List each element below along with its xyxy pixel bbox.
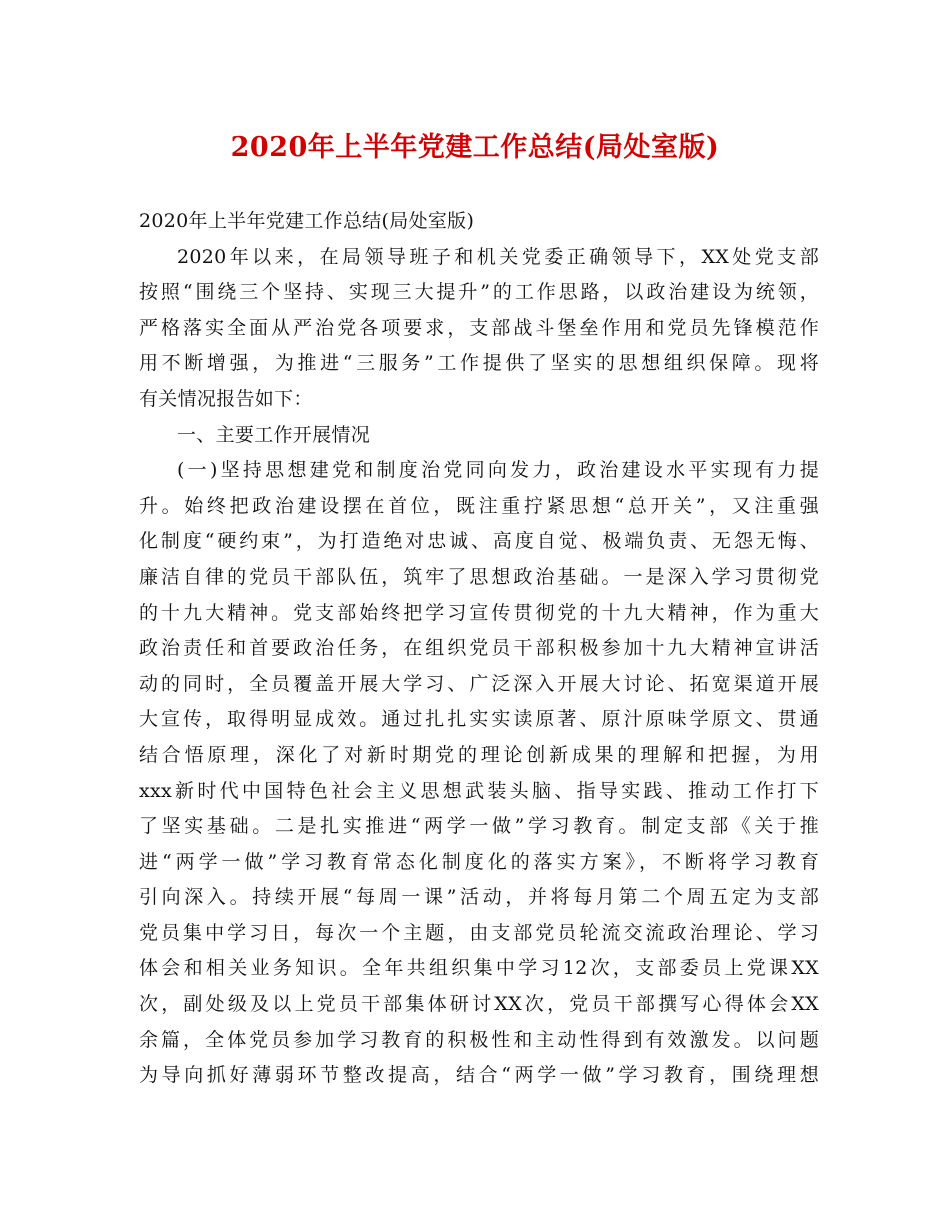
document-title: 2020年上半年党建工作总结(局处室版) (230, 132, 720, 163)
text-line: 2020年上半年党建工作总结(局处室版) (139, 210, 475, 232)
text-line: 的十九大精神。党支部始终把学习宣传贯彻党的十九大精神，作为重大 (139, 601, 819, 624)
text-line: 升。始终把政治建设摆在首位，既注重拧紧思想“总开关”，又注重强 (139, 494, 819, 517)
text-line: (一)坚持思想建党和制度治党同向发力，政治建设水平实现有力提 (177, 459, 819, 482)
text-line: xxx新时代中国特色社会主义思想武装头脑、指导实践、推动工作打下 (139, 779, 819, 802)
text-line: 党员集中学习日，每次一个主题，由支部党员轮流交流政治理论、学习 (139, 921, 819, 944)
text-line: 化制度“硬约束”，为打造绝对忠诚、高度自觉、极端负责、无怨无悔、 (139, 530, 819, 553)
text-line: 有关情况报告如下： (139, 387, 313, 410)
text-line: 了坚实基础。二是扎实推进“两学一做”学习教育。制定支部《关于推 (139, 815, 819, 838)
text-line: 为导向抓好薄弱环节整改提高，结合“两学一做”学习教育，围绕理想 (139, 1064, 819, 1087)
text-line: 大宣传，取得明显成效。通过扎扎实实读原著、原汁原味学原文、贯通 (139, 708, 819, 731)
text-line: 次，副处级及以上党员干部集体研讨XX次，党员干部撰写心得体会XX (139, 993, 819, 1016)
text-line: 结合悟原理，深化了对新时期党的理论创新成果的理解和把握，为用 (139, 743, 819, 766)
document-body (139, 204, 819, 1094)
text-line: 余篇，全体党员参加学习教育的积极性和主动性得到有效激发。以问题 (139, 1028, 819, 1051)
text-line: 动的同时，全员覆盖开展大学习、广泛深入开展大讨论、拓宽渠道开展 (139, 672, 819, 695)
text-line: 引向深入。持续开展“每周一课”活动，并将每月第二个周五定为支部 (139, 886, 819, 909)
text-line: 政治责任和首要政治任务，在组织党员干部积极参加十九大精神宣讲活 (139, 637, 819, 660)
text-line: 2020年以来，在局领导班子和机关党委正确领导下，XX处党支部 (177, 245, 819, 268)
text-line: 一、主要工作开展情况 (177, 423, 371, 446)
text-line: 廉洁自律的党员干部队伍，筑牢了思想政治基础。一是深入学习贯彻党 (139, 565, 819, 588)
text-line: 用不断增强，为推进“三服务”工作提供了坚实的思想组织保障。现将 (139, 352, 819, 375)
text-line: 体会和相关业务知识。全年共组织集中学习12次，支部委员上党课XX (139, 957, 819, 980)
text-line: 进“两学一做”学习教育常态化制度化的落实方案》，不断将学习教育 (139, 850, 819, 873)
text-line: 严格落实全面从严治党各项要求，支部战斗堡垒作用和党员先锋模范作 (139, 316, 819, 339)
text-line: 按照“围绕三个坚持、实现三大提升”的工作思路，以政治建设为统领， (139, 281, 819, 304)
